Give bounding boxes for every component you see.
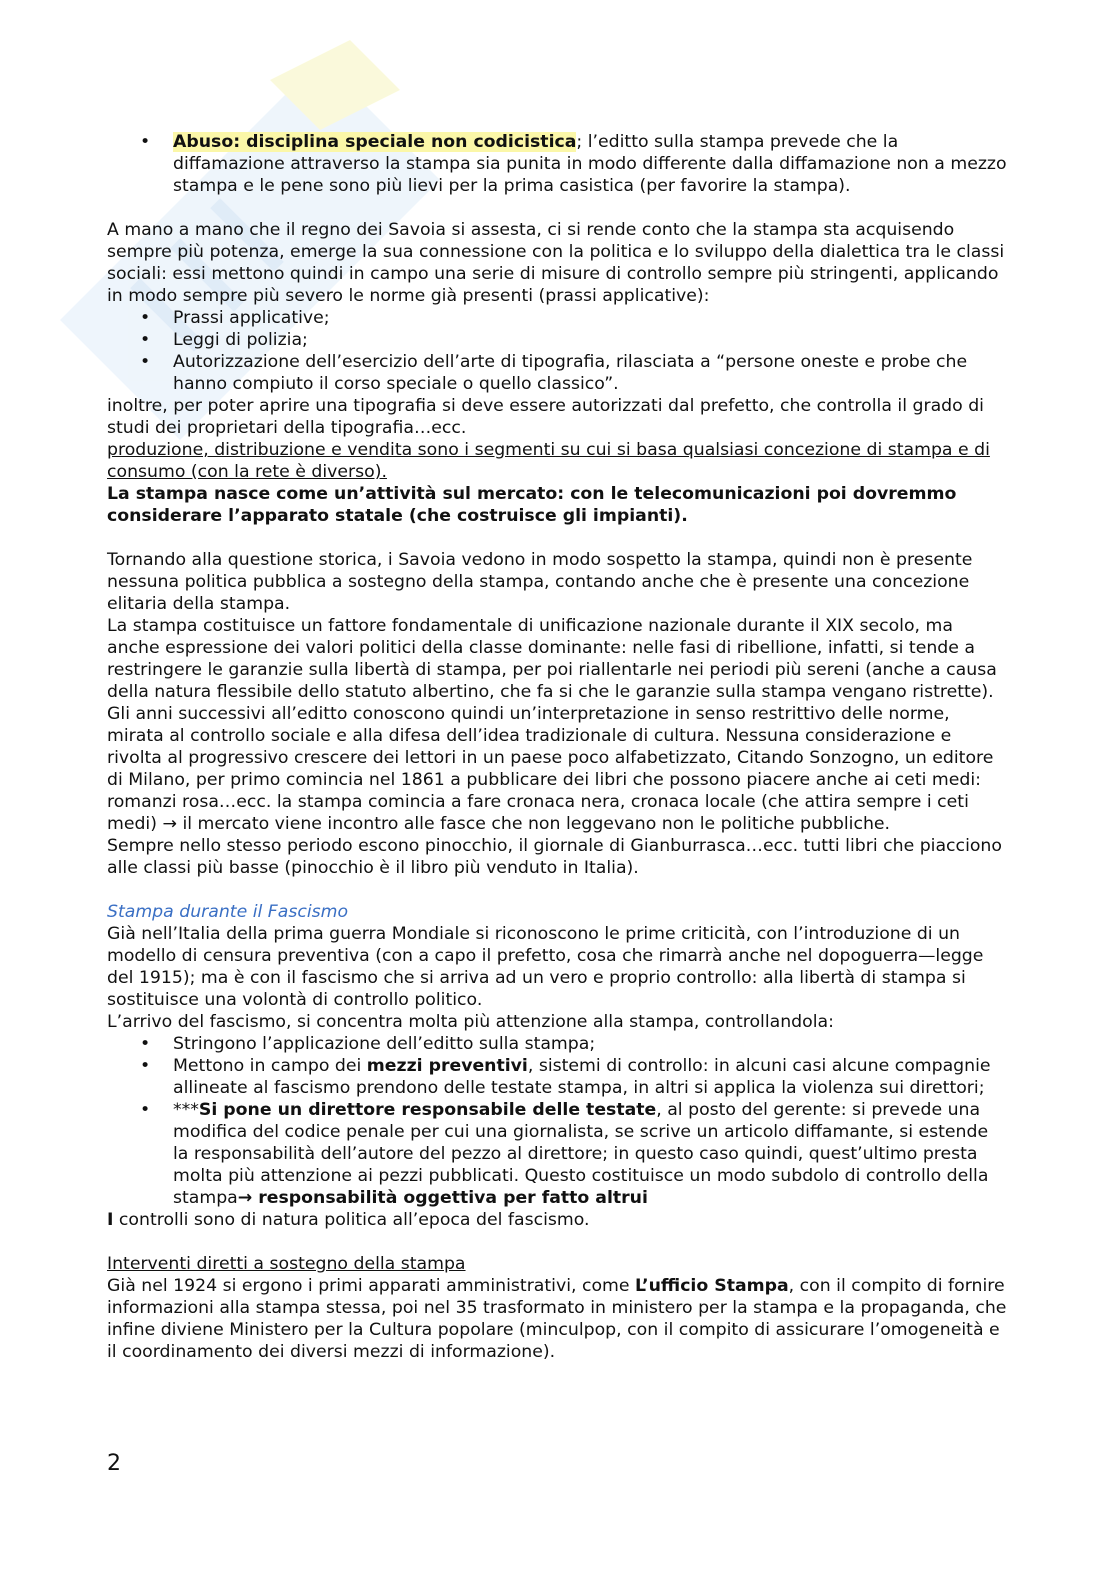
item-stars: *** [173, 1100, 199, 1120]
paragraph-controlli [107, 1209, 1007, 1231]
list-item [107, 1099, 1007, 1209]
list-fascismo [107, 1033, 1007, 1209]
paragraph-savoia: A mano a mano che il regno dei Savoia si assesta, ci si rende conto che la stampa sta acquisendo sempre più potenza, emerge la sua connessione con la politica e lo sviluppo della dialettica tra le classi sociali: essi mettono quindi in campo una serie di misure di controllo sempre più stringenti, applicando in modo sempre più severo le norme già presenti (prassi applicative): [107, 220, 1005, 306]
item-bold: mezzi preventivi [366, 1056, 528, 1076]
section-title-fascismo: Stampa durante il Fascismo [107, 902, 349, 922]
item-bold-end: responsabilità oggettiva per fatto altrui [252, 1188, 648, 1208]
list-item: • Stringono l’applicazione dell’editto sulla stampa; [107, 1033, 1007, 1055]
paragraph-controlli-text: controlli sono di natura politica all’epoca del fascismo. [113, 1210, 590, 1230]
watermark-shape-accent [270, 40, 400, 130]
paragraph-editto-text: Gli anni successivi all’editto conoscono quindi un’interpretazione in senso restrittivo delle norme, mirata al controllo sociale e alla difesa dell’idea tradizionale di cultura. Nessuna considerazione e rivolta al progressivo crescere dei lettori in un paese poco alfabetizzato, Citando Sonzogno, un editore di Milano, per primo comincia nel 1861 a pubblicare dei libri che possono piacere anche ai ceti medi: romanzi rosa…ecc. la stampa comincia a fare cronaca nera, cronaca locale (che attira sempre i ceti medi) [107, 704, 994, 834]
paragraph-editto [107, 703, 1007, 835]
document-body [107, 131, 1007, 1363]
paragraph-storica: Tornando alla questione storica, i Savoia vedono in modo sospetto la stampa, quindi non è presente nessuna politica pubblica a sostegno della stampa, contando anche che è presente una concezione elitaria della stampa. [107, 550, 973, 614]
list-controlli [107, 307, 1007, 395]
paragraph-guerra: Già nell’Italia della prima guerra Mondiale si riconoscono le prime criticità, con l’introduzione di un modello di censura preventiva (con a capo il prefetto, cosa che rimarrà anche nel dopoguerra—legge del 1915); ma è con il fascismo che si arriva ad un vero e proprio controllo: alla libertà di stampa si sostituisce una volontà di controllo politico. [107, 924, 984, 1010]
paragraph-ufficio [107, 1275, 1007, 1363]
paragraph-arrivo: L’arrivo del fascismo, si concentra molta più attenzione alla stampa, controllandola: [107, 1012, 834, 1032]
item-text: , sistemi di controllo: in alcuni casi alcune compagnie allineate al fascismo prendono delle testate stampa, in altri si applica la violenza sui direttori; [173, 1056, 991, 1098]
list-item: • Autorizzazione dell’esercizio dell’arte di tipografia, rilasciata a “persone oneste e probe che hanno compiuto il corso speciale o quello classico”. [107, 351, 1007, 395]
paragraph-segmenti: produzione, distribuzione e vendita sono i segmenti su cui si basa qualsiasi concezione di stampa e di consumo (con la rete è diverso). [107, 440, 990, 482]
paragraph-mercato: La stampa nasce come un’attività sul mercato: con le telecomunicazioni poi dovremmo considerare l’apparato statale (che costruisce gli impianti). [107, 484, 957, 526]
item-bold: Si pone un direttore responsabile delle testate [198, 1100, 657, 1120]
list-item: • Leggi di polizia; [107, 329, 1007, 351]
list-item [107, 1055, 1007, 1099]
paragraph-ufficio-pre: Già nel 1924 si ergono i primi apparati amministrativi, come [107, 1276, 636, 1296]
abuso-text: ; l’editto sulla stampa prevede che la diffamazione attraverso la stampa sia punita in modo differente dalla diffamazione non a mezzo stampa e le pene sono più lievi per la prima casistica (per favorire la stampa). [173, 132, 1007, 196]
item-text: , al posto del gerente: si prevede una modifica del codice penale per cui una giornalista, se scrive un articolo diffamante, si estende la responsabilità dell’autore del pezzo al direttore; in questo caso quindi, quest’ultimo presta molta più attenzione ai pezzi pubblicati. Questo costituisce un modo subdolo di controllo della stampa [173, 1100, 989, 1208]
arrow-icon: → [162, 814, 177, 834]
arrow-icon: → [237, 1188, 253, 1208]
list-item: • Prassi applicative; [107, 307, 1007, 329]
paragraph-ufficio-bold: L’ufficio Stampa [635, 1276, 789, 1296]
paragraph-initial: I [107, 1210, 114, 1230]
item-text: Mettono in campo dei [173, 1056, 367, 1076]
paragraph-tipografia: inoltre, per poter aprire una tipografia si deve essere autorizzati dal prefetto, che controlla il grado di studi dei proprietari della tipografia…ecc. [107, 396, 984, 438]
page-number: 2 [107, 1451, 121, 1476]
paragraph-editto-end: il mercato viene incontro alle fasce che non leggevano non le politiche pubbliche. [176, 814, 891, 834]
abuso-lead: Abuso: disciplina speciale non codicistica [173, 132, 577, 152]
paragraph-pinocchio: Sempre nello stesso periodo escono pinocchio, il giornale di Gianburrasca…ecc. tutti libri che piacciono alle classi più basse (pinocchio è il libro più venduto in Italia). [107, 836, 1002, 878]
list-item [107, 131, 1007, 197]
paragraph-unificazione: La stampa costituisce un fattore fondamentale di unificazione nazionale durante il XIX secolo, ma anche espressione dei valori politici della classe dominante: nelle fasi di ribellione, infatti, si tende a restringere le garanzie sulla libertà di stampa, per poi riallentarle nei periodi più sereni (anche a causa della natura flessibile dello statuto albertino, che fa si che le garanzie sulla stampa vengano ristrette). [107, 616, 997, 702]
section-title-interventi: Interventi diretti a sostegno della stampa [107, 1254, 466, 1274]
paragraph-ufficio-post: , con il compito di fornire informazioni alla stampa stessa, poi nel 35 trasformato in ministero per la stampa e la propaganda, che infine diviene Ministero per la Cultura popolare (minculpop, con il compito di assicurare l’omogeneità e il coordinamento dei diversi mezzi di informazione). [107, 1276, 1007, 1362]
list-abuso [107, 131, 1007, 197]
